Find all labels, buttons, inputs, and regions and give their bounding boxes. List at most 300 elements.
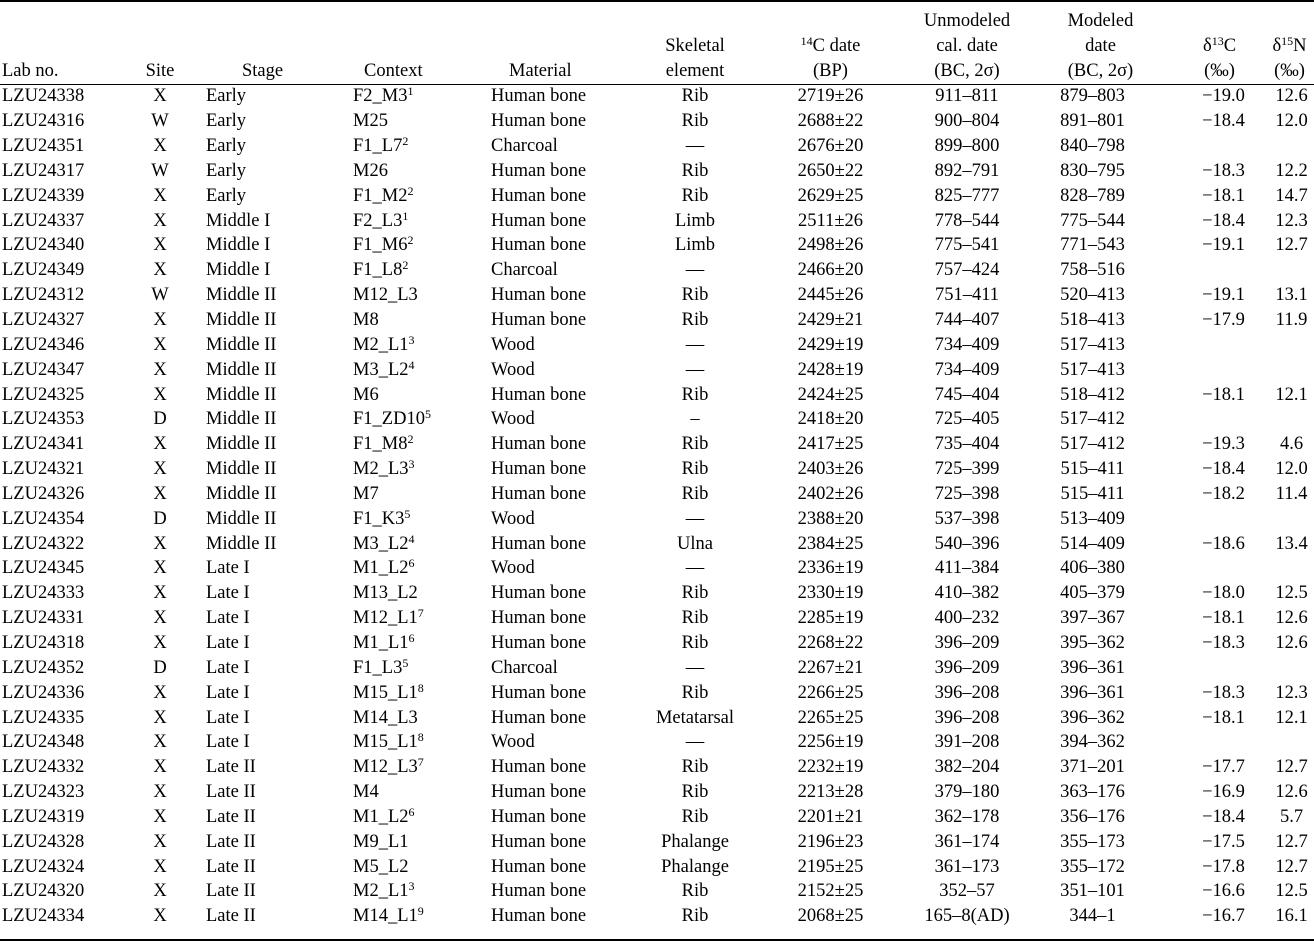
cell-stage: Middle II [206, 285, 277, 306]
cell-context: $M2\_L3^3$ [353, 457, 415, 480]
col-header-d13c: $\delta^{13}C$ (‰) [1202, 34, 1237, 81]
cell-stage: Early [206, 185, 247, 206]
cell-context: M9_L1 [353, 831, 409, 852]
cell-modeled-date: 394–362 [1060, 732, 1125, 753]
cell-lab-no: LZU24331 [2, 608, 85, 629]
cell-unmodeled-date: 540–396 [934, 533, 1000, 554]
cell-d15n [1257, 655, 1314, 680]
footnote-marker: 6 [408, 556, 415, 571]
cell-context: M13_L2 [353, 583, 418, 604]
table-row [0, 208, 1314, 233]
cell-context: $M1\_L1^6$ [353, 630, 415, 653]
cell-lab-no: LZU24347 [2, 359, 85, 380]
cell-c14-date: 2232±19 [797, 757, 864, 778]
cell-d13c: −18.6 [1202, 533, 1245, 554]
cell-unmodeled-date: 165–8(AD) [924, 906, 1010, 927]
cell-material: Human bone [491, 707, 587, 728]
cell-context: $F1\_L7^2$ [353, 134, 409, 157]
cell-lab-no: LZU24325 [2, 384, 85, 405]
cell-context: $F1\_L3^5$ [353, 655, 409, 678]
cell-d15n: 13.1 [1275, 285, 1308, 306]
cell-d15n: 16.1 [1275, 906, 1308, 927]
cell-stage: Late I [206, 682, 250, 703]
cell-modeled-date: 514–409 [1060, 533, 1125, 554]
cell-d13c: −18.1 [1202, 185, 1245, 206]
cell-stage: Late I [206, 558, 250, 579]
cell-context: M8 [353, 310, 379, 331]
cell-modeled-date: 396–361 [1060, 682, 1125, 703]
cell-stage: Middle II [206, 359, 277, 380]
cell-site: X [153, 732, 167, 753]
cell-d13c: −18.0 [1202, 583, 1245, 604]
cell-lab-no: LZU24336 [2, 682, 85, 703]
cell-skeletal-element: Ulna [677, 533, 713, 554]
cell-d15n: 12.6 [1275, 632, 1308, 653]
footnote-marker: 3 [408, 879, 415, 894]
cell-material: Human bone [491, 86, 587, 107]
cell-c14-date: 2511±26 [798, 210, 863, 231]
cell-skeletal-element: — [685, 558, 705, 579]
cell-unmodeled-date: 778–544 [934, 210, 1000, 231]
cell-stage: Late I [206, 583, 250, 604]
cell-unmodeled-date: 825–777 [934, 185, 1000, 206]
table-row [0, 357, 1314, 382]
cell-d13c [1164, 407, 1257, 432]
cell-stage: Late II [206, 782, 256, 803]
footnote-marker: 1 [402, 208, 409, 223]
col-header-stage: Stage [242, 61, 284, 81]
cell-lab-no: LZU24352 [2, 657, 85, 678]
cell-lab-no: LZU24338 [2, 86, 85, 107]
cell-lab-no: LZU24318 [2, 632, 85, 653]
cell-c14-date: 2201±21 [797, 806, 864, 827]
table-row [0, 804, 1314, 829]
table-row [0, 482, 1314, 507]
cell-stage: Late I [206, 657, 250, 678]
cell-c14-date: 2719±26 [797, 86, 864, 107]
cell-material: Human bone [491, 682, 587, 703]
cell-skeletal-element: Rib [681, 757, 709, 778]
cell-modeled-date: 406–380 [1060, 558, 1125, 579]
cell-modeled-date: 520–413 [1060, 285, 1125, 306]
footnote-marker: 3 [408, 332, 415, 347]
cell-site: X [153, 359, 167, 380]
cell-lab-no: LZU24319 [2, 806, 85, 827]
cell-c14-date: 2445±26 [797, 285, 864, 306]
cell-c14-date: 2688±22 [797, 111, 864, 132]
col-header-site: Site [145, 61, 175, 81]
cell-skeletal-element: Phalange [661, 831, 729, 852]
cell-c14-date: 2466±20 [797, 260, 864, 281]
cell-unmodeled-date: 751–411 [934, 285, 1000, 306]
cell-skeletal-element: — [685, 334, 705, 355]
cell-skeletal-element: Rib [681, 185, 709, 206]
table-row [0, 233, 1314, 258]
cell-context: $M14\_L1^9$ [353, 904, 424, 927]
cell-d13c [1164, 357, 1257, 382]
cell-lab-no: LZU24321 [2, 459, 85, 480]
cell-d13c [1164, 258, 1257, 283]
cell-d15n [1257, 730, 1314, 755]
cell-lab-no: LZU24351 [2, 136, 85, 157]
footnote-marker: 8 [417, 680, 424, 695]
cell-site: W [151, 160, 169, 181]
cell-context: $M1\_L2^6$ [353, 556, 415, 579]
cell-lab-no: LZU24312 [2, 285, 85, 306]
cell-material: Human bone [491, 533, 587, 554]
cell-site: X [153, 235, 167, 256]
cell-lab-no: LZU24322 [2, 533, 85, 554]
cell-d13c [1164, 556, 1257, 581]
cell-stage: Middle II [206, 384, 277, 405]
cell-material: Wood [491, 359, 535, 380]
cell-modeled-date: 518–413 [1060, 310, 1125, 331]
cell-modeled-date: 515–411 [1060, 483, 1125, 504]
cell-unmodeled-date: 400–232 [934, 608, 1000, 629]
cell-stage: Middle II [206, 409, 277, 430]
cell-d13c [1164, 506, 1257, 531]
cell-site: X [153, 86, 167, 107]
cell-lab-no: LZU24334 [2, 906, 85, 927]
cell-modeled-date: 840–798 [1060, 136, 1125, 157]
cell-site: X [153, 608, 167, 629]
cell-stage: Late II [206, 831, 256, 852]
cell-material: Human bone [491, 235, 587, 256]
footnote-marker: 3 [408, 457, 415, 472]
cell-unmodeled-date: 396–208 [934, 707, 1000, 728]
cell-site: D [153, 409, 167, 430]
cell-d13c: −17.7 [1202, 757, 1245, 778]
cell-d15n: 11.4 [1275, 483, 1308, 504]
footnote-marker: 6 [408, 804, 415, 819]
cell-lab-no: LZU24333 [2, 583, 85, 604]
cell-stage: Late II [206, 806, 256, 827]
table-row [0, 631, 1314, 656]
cell-d15n: 5.7 [1279, 806, 1304, 827]
footnote-marker: 8 [417, 730, 424, 745]
cell-site: X [153, 459, 167, 480]
cell-modeled-date: 356–176 [1060, 806, 1125, 827]
cell-modeled-date: 771–543 [1060, 235, 1125, 256]
cell-context: M4 [353, 782, 379, 803]
cell-d15n: 12.0 [1275, 459, 1308, 480]
cell-material: Wood [491, 508, 535, 529]
cell-d13c: −17.9 [1202, 310, 1245, 331]
cell-modeled-date: 355–173 [1060, 831, 1125, 852]
table-row [0, 506, 1314, 531]
cell-d13c: −18.4 [1202, 210, 1245, 231]
cell-c14-date: 2195±25 [797, 856, 864, 877]
cell-d13c: −18.3 [1202, 632, 1245, 653]
table-row [0, 879, 1314, 904]
cell-skeletal-element: Rib [681, 483, 709, 504]
table-row [0, 457, 1314, 482]
cell-material: Human bone [491, 160, 587, 181]
cell-site: X [153, 757, 167, 778]
cell-lab-no: LZU24317 [2, 160, 85, 181]
cell-context: $F1\_K3^5$ [353, 506, 411, 529]
cell-unmodeled-date: 379–180 [934, 782, 1000, 803]
cell-d13c: −18.2 [1202, 483, 1245, 504]
cell-skeletal-element: — [685, 260, 705, 281]
cell-context: $F1\_L8^2$ [353, 258, 409, 281]
cell-material: Wood [491, 558, 535, 579]
cell-site: X [153, 831, 167, 852]
cell-d13c [1164, 730, 1257, 755]
cell-unmodeled-date: 734–409 [934, 334, 1000, 355]
footnote-marker: 1 [407, 84, 414, 99]
cell-context: M25 [353, 111, 388, 132]
footnote-marker: 5 [424, 407, 431, 422]
cell-site: X [153, 434, 167, 455]
cell-modeled-date: 405–379 [1060, 583, 1125, 604]
cell-material: Human bone [491, 906, 587, 927]
cell-d15n [1257, 258, 1314, 283]
cell-skeletal-element: — [685, 508, 705, 529]
cell-lab-no: LZU24345 [2, 558, 85, 579]
cell-skeletal-element: — [685, 136, 705, 157]
cell-c14-date: 2402±26 [797, 483, 864, 504]
cell-modeled-date: 891–801 [1060, 111, 1125, 132]
cell-unmodeled-date: 361–173 [934, 856, 1000, 877]
cell-modeled-date: 517–412 [1060, 409, 1125, 430]
cell-lab-no: LZU24320 [2, 881, 85, 902]
cell-unmodeled-date: 382–204 [934, 757, 1000, 778]
cell-site: X [153, 682, 167, 703]
cell-d15n: 12.2 [1275, 160, 1308, 181]
cell-modeled-date: 517–413 [1060, 359, 1125, 380]
cell-modeled-date: 371–201 [1060, 757, 1125, 778]
cell-d15n [1257, 332, 1314, 357]
cell-skeletal-element: Rib [681, 86, 709, 107]
cell-d15n: 12.5 [1275, 583, 1308, 604]
cell-unmodeled-date: 391–208 [934, 732, 1000, 753]
footnote-marker: 4 [408, 357, 415, 372]
cell-c14-date: 2629±25 [797, 185, 864, 206]
table-row [0, 432, 1314, 457]
cell-unmodeled-date: 352–57 [939, 881, 995, 902]
cell-c14-date: 2266±25 [797, 682, 864, 703]
table-row [0, 308, 1314, 333]
cell-unmodeled-date: 396–209 [934, 657, 1000, 678]
col-header-unmodeled-date: Unmodeled cal. date (BC, 2σ) [923, 11, 1011, 81]
cell-context: $M3\_L2^4$ [353, 531, 415, 554]
cell-d15n [1257, 134, 1314, 159]
table-row [0, 531, 1314, 556]
cell-skeletal-element: Rib [681, 608, 709, 629]
cell-c14-date: 2256±19 [797, 732, 864, 753]
cell-d13c: −18.1 [1202, 608, 1245, 629]
cell-stage: Early [206, 136, 247, 157]
footnote-marker: 5 [404, 506, 411, 521]
cell-c14-date: 2388±20 [797, 508, 864, 529]
cell-skeletal-element: Rib [681, 906, 709, 927]
cell-site: X [153, 707, 167, 728]
cell-site: X [153, 210, 167, 231]
cell-unmodeled-date: 900–804 [934, 111, 1000, 132]
cell-skeletal-element: — [685, 359, 705, 380]
cell-context: $M2\_L1^3$ [353, 332, 415, 355]
cell-context: $F2\_L3^1$ [353, 208, 409, 231]
cell-c14-date: 2676±20 [797, 136, 864, 157]
col-header-skeletal-element: Skeletal element [665, 36, 725, 81]
cell-material: Human bone [491, 483, 587, 504]
cell-stage: Late II [206, 757, 256, 778]
footnote-marker: 7 [417, 755, 424, 770]
table-row [0, 655, 1314, 680]
cell-skeletal-element: Rib [681, 434, 709, 455]
cell-stage: Early [206, 160, 247, 181]
footnote-marker: 9 [417, 904, 424, 919]
cell-context: $F1\_M8^2$ [353, 432, 414, 455]
cell-site: W [151, 111, 169, 132]
cell-modeled-date: 828–789 [1060, 185, 1125, 206]
cell-modeled-date: 396–362 [1060, 707, 1125, 728]
cell-unmodeled-date: 362–178 [934, 806, 1000, 827]
cell-lab-no: LZU24348 [2, 732, 85, 753]
cell-context: $M1\_L2^6$ [353, 804, 415, 827]
cell-stage: Late II [206, 906, 256, 927]
cell-skeletal-element: Rib [681, 682, 709, 703]
cell-material: Human bone [491, 459, 587, 480]
cell-c14-date: 2265±25 [797, 707, 864, 728]
cell-context: $M15\_L1^8$ [353, 680, 424, 703]
cell-stage: Middle II [206, 459, 277, 480]
cell-skeletal-element: Rib [681, 459, 709, 480]
cell-c14-date: 2196±23 [797, 831, 864, 852]
cell-material: Charcoal [491, 260, 558, 281]
cell-d15n: 12.6 [1275, 782, 1308, 803]
cell-d15n: 12.6 [1275, 86, 1308, 107]
cell-c14-date: 2417±25 [797, 434, 864, 455]
table-row [0, 606, 1314, 631]
cell-site: X [153, 185, 167, 206]
cell-c14-date: 2213±28 [797, 782, 864, 803]
footnote-marker: 7 [417, 606, 424, 621]
cell-modeled-date: 363–176 [1060, 782, 1125, 803]
cell-d15n: 4.6 [1279, 434, 1304, 455]
cell-c14-date: 2428±19 [797, 359, 864, 380]
footnote-marker: 6 [408, 630, 415, 645]
cell-material: Human bone [491, 632, 587, 653]
cell-site: X [153, 583, 167, 604]
cell-context: M12_L3 [353, 285, 418, 306]
cell-material: Human bone [491, 856, 587, 877]
cell-d15n [1257, 556, 1314, 581]
cell-context: M6 [353, 384, 379, 405]
cell-stage: Middle I [206, 235, 271, 256]
cell-skeletal-element: Metatarsal [655, 707, 735, 728]
cell-d13c: −18.3 [1202, 160, 1245, 181]
cell-skeletal-element: Rib [681, 160, 709, 181]
cell-site: X [153, 632, 167, 653]
cell-unmodeled-date: 892–791 [934, 160, 1000, 181]
cell-site: D [153, 657, 167, 678]
cell-unmodeled-date: 745–404 [934, 384, 1000, 405]
cell-stage: Late II [206, 881, 256, 902]
cell-site: W [151, 285, 169, 306]
cell-stage: Late I [206, 707, 250, 728]
cell-site: X [153, 782, 167, 803]
cell-stage: Late II [206, 856, 256, 877]
cell-site: X [153, 384, 167, 405]
table-row [0, 780, 1314, 805]
table-row [0, 556, 1314, 581]
cell-lab-no: LZU24324 [2, 856, 85, 877]
cell-c14-date: 2424±25 [797, 384, 864, 405]
cell-c14-date: 2330±19 [797, 583, 864, 604]
table-row [0, 109, 1314, 134]
cell-c14-date: 2068±25 [797, 906, 864, 927]
cell-unmodeled-date: 899–800 [934, 136, 1000, 157]
cell-site: X [153, 856, 167, 877]
cell-unmodeled-date: 396–209 [934, 632, 1000, 653]
radiocarbon-dates-table [0, 2, 1314, 929]
table-row [0, 382, 1314, 407]
table-row [0, 705, 1314, 730]
table-row [0, 183, 1314, 208]
cell-c14-date: 2403±26 [797, 459, 864, 480]
table-row [0, 581, 1314, 606]
cell-skeletal-element: — [685, 732, 705, 753]
cell-material: Human bone [491, 583, 587, 604]
cell-site: X [153, 881, 167, 902]
cell-stage: Early [206, 111, 247, 132]
cell-lab-no: LZU24346 [2, 334, 85, 355]
cell-d15n: 12.3 [1275, 210, 1308, 231]
cell-d13c: −17.8 [1202, 856, 1245, 877]
cell-context: $M15\_L1^8$ [353, 730, 424, 753]
cell-c14-date: 2429±21 [797, 310, 864, 331]
cell-d15n: 12.1 [1275, 707, 1308, 728]
cell-skeletal-element: Rib [681, 285, 709, 306]
cell-modeled-date: 515–411 [1060, 459, 1125, 480]
cell-lab-no: LZU24327 [2, 310, 85, 331]
cell-skeletal-element: Limb [674, 210, 716, 231]
cell-d15n [1257, 357, 1314, 382]
cell-d15n: 12.0 [1275, 111, 1308, 132]
cell-material: Wood [491, 409, 535, 430]
cell-material: Human bone [491, 434, 587, 455]
cell-modeled-date: 879–803 [1060, 86, 1125, 107]
cell-d15n: 12.1 [1275, 384, 1308, 405]
cell-d15n: 13.4 [1275, 533, 1308, 554]
cell-context: M14_L3 [353, 707, 418, 728]
cell-site: X [153, 906, 167, 927]
cell-modeled-date: 830–795 [1060, 160, 1125, 181]
cell-lab-no: LZU24340 [2, 235, 85, 256]
cell-site: X [153, 558, 167, 579]
cell-context: M7 [353, 483, 379, 504]
cell-site: X [153, 260, 167, 281]
cell-d15n: 12.7 [1275, 757, 1308, 778]
cell-d15n: 12.5 [1275, 881, 1308, 902]
table-row [0, 84, 1314, 109]
cell-material: Human bone [491, 782, 587, 803]
cell-unmodeled-date: 734–409 [934, 359, 1000, 380]
cell-site: X [153, 533, 167, 554]
cell-stage: Middle II [206, 508, 277, 529]
cell-stage: Middle II [206, 310, 277, 331]
cell-material: Human bone [491, 806, 587, 827]
cell-modeled-date: 513–409 [1060, 508, 1125, 529]
cell-stage: Late I [206, 632, 250, 653]
cell-c14-date: 2650±22 [797, 160, 864, 181]
cell-modeled-date: 758–516 [1060, 260, 1125, 281]
table-row [0, 283, 1314, 308]
table-row [0, 159, 1314, 184]
cell-material: Charcoal [491, 657, 558, 678]
